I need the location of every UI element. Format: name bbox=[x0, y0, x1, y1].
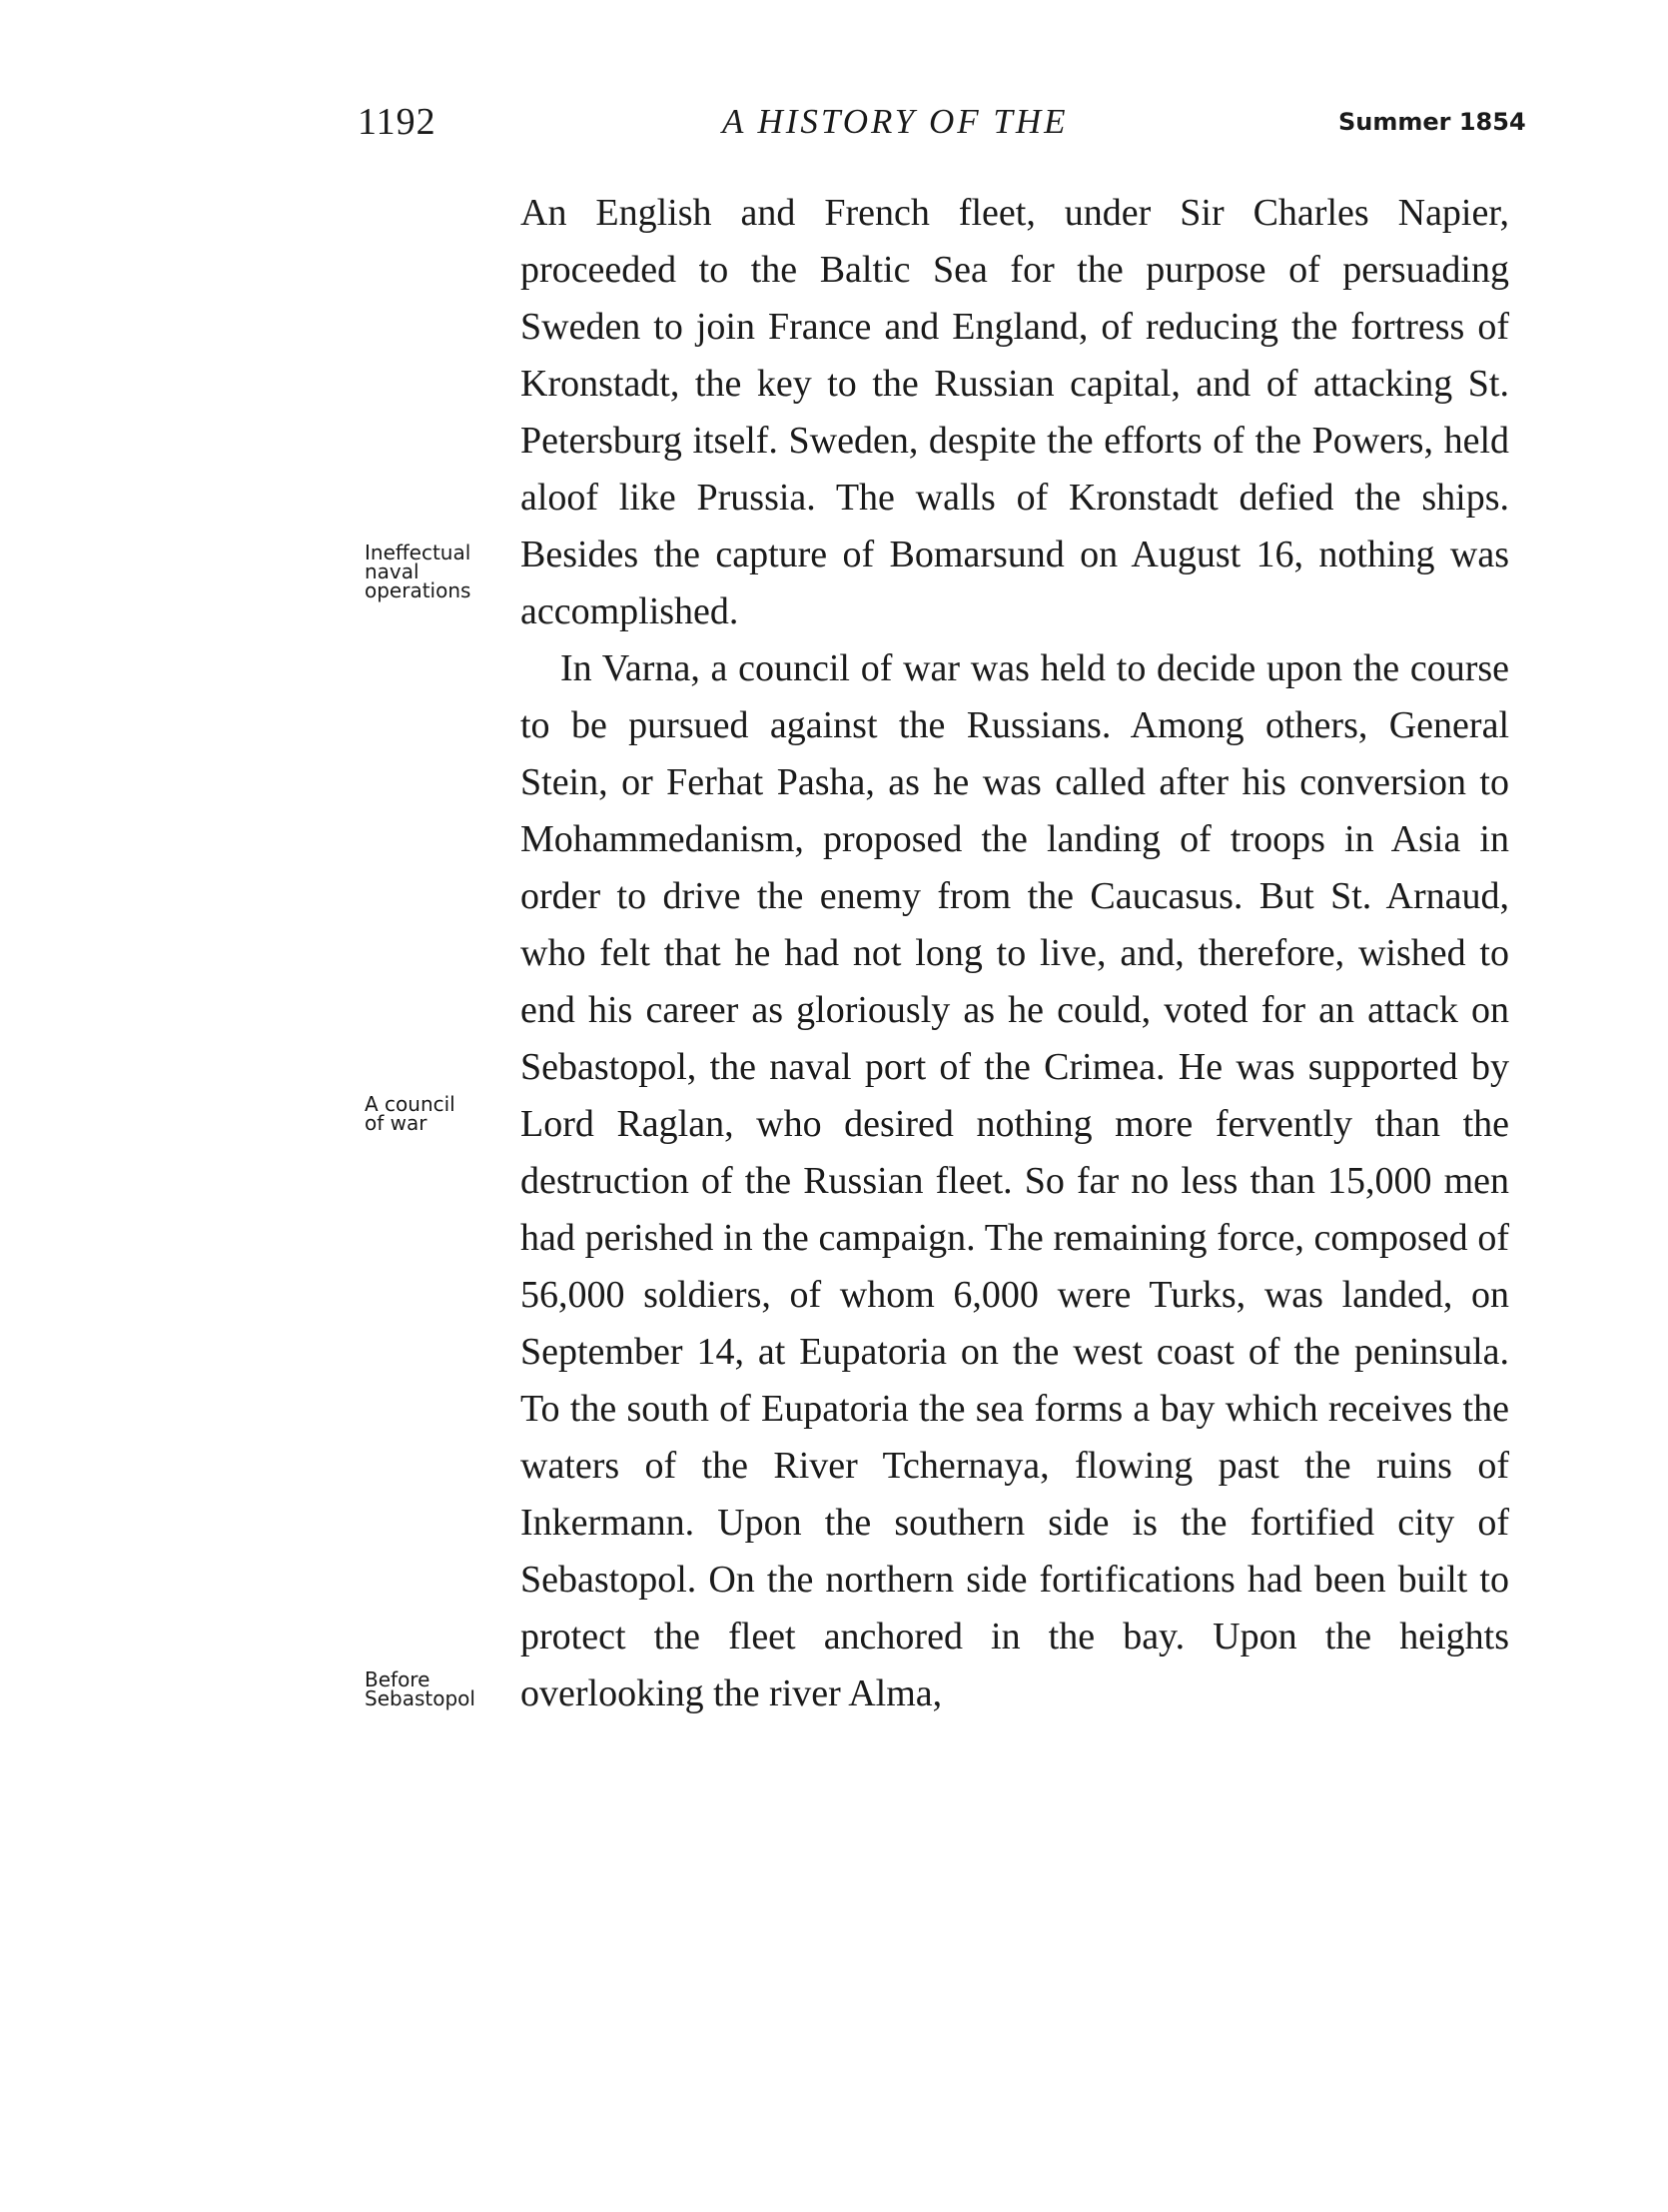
page-header bbox=[0, 100, 1668, 160]
side-note-before-sebastopol: Before Sebastopol bbox=[365, 1667, 475, 1710]
body-text bbox=[520, 185, 1509, 1722]
side-note-council-of-war: A council of war bbox=[365, 1092, 455, 1135]
page-number: 1192 bbox=[358, 101, 436, 143]
paragraph-council-at-varna: In Varna, a council of war was held to decide upon the course to be pursued against the Russians. Among others, General Stein, or Ferhat Pasha, as he was called after his conversion to Mohammedanism, proposed the landing of troops in Asia in order to drive the enemy from the Caucasus. But St. Arnaud, who felt that he had not long to live, and, therefore, wished to end his career as gloriously as he could, voted for an attack on Sebastopol, the naval port of the Crimea. He was supported by Lord Raglan, who desired nothing more fervently than the destruction of the Russian fleet. So far no less than 15,000 men had perished in the campaign. The remaining force, composed of 56,000 soldiers, of whom 6,000 were Turks, was landed, on September 14, at Eupatoria on the west coast of the peninsula. To the south of Eupatoria the sea forms a bay which receives the waters of the River Tchernaya, flowing past the ruins of Inkermann. Upon the southern side is the fortified city of Sebastopol. On the northern side fortifications had been built to protect the fleet anchored in the bay. Upon the heights overlooking the river Alma, bbox=[520, 647, 1509, 1714]
running-title: A HISTORY OF THE bbox=[722, 102, 1069, 141]
running-date: Summer 1854 bbox=[1338, 108, 1526, 136]
paragraph-baltic-fleet: An English and French fleet, under Sir Charles Napier, proceeded to the Baltic Sea for the purpose of persuading Sweden to join France and England, of reducing the fortress of Kronstadt, the key to the Russian capital, and of attacking St. Petersburg itself. Sweden, despite the efforts of the Powers, held aloof like Prussia. The walls of Kronstadt defied the ships. Besides the capture of Bomarsund on August 16, nothing was accomplished. bbox=[520, 192, 1509, 632]
side-note-naval-operations: Ineffectual naval operations bbox=[365, 541, 471, 602]
